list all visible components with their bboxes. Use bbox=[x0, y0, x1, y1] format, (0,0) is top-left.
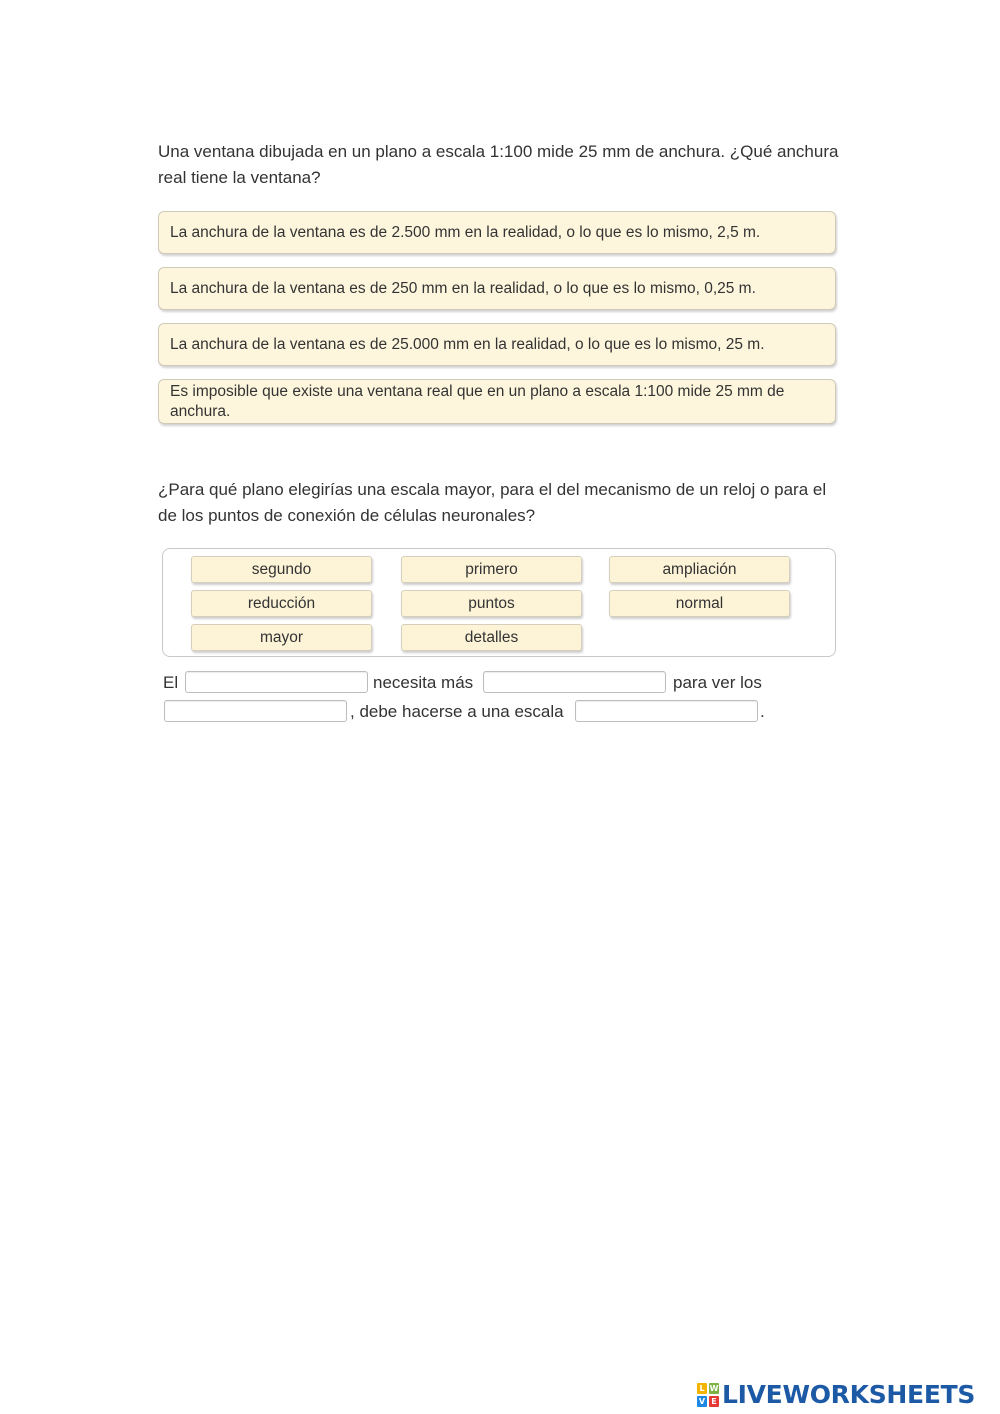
word-chip-normal[interactable]: normal bbox=[609, 590, 790, 617]
answer-option-2[interactable]: La anchura de la ventana es de 250 mm en la realidad, o lo que es lo mismo, 0,25 m. bbox=[158, 267, 836, 310]
blank-input-1[interactable] bbox=[185, 671, 368, 693]
word-chip-reduccion[interactable]: reducción bbox=[191, 590, 372, 617]
sentence-text-necesita-mas: necesita más bbox=[373, 673, 474, 692]
question-1-text: Una ventana dibujada en un plano a escala 1:100 mide 25 mm de anchura. ¿Qué anchura real tiene la ventana? bbox=[158, 142, 839, 187]
liveworksheets-logo bbox=[697, 1382, 975, 1408]
answer-option-1[interactable]: La anchura de la ventana es de 2.500 mm en la realidad, o lo que es lo mismo, 2,5 m. bbox=[158, 211, 836, 254]
sentence-text-para-ver-los: para ver los bbox=[673, 673, 762, 692]
word-bank bbox=[162, 548, 836, 657]
word-chip-segundo[interactable]: segundo bbox=[191, 556, 372, 583]
question-2-text: ¿Para qué plano elegirías una escala mayor, para el del mecanismo de un reloj o para el de los puntos de conexión de células neuronales? bbox=[158, 480, 827, 525]
sentence-text-debe-hacerse: , debe hacerse a una escala bbox=[350, 702, 564, 721]
logo-text: LIVEWORKSHEETS bbox=[722, 1380, 976, 1409]
word-chip-detalles[interactable]: detalles bbox=[401, 624, 582, 651]
word-chip-puntos[interactable]: puntos bbox=[401, 590, 582, 617]
blank-input-3[interactable] bbox=[164, 700, 347, 722]
blank-input-2[interactable] bbox=[483, 671, 666, 693]
word-chip-ampliacion[interactable]: ampliación bbox=[609, 556, 790, 583]
sentence-period: . bbox=[760, 702, 765, 721]
word-chip-primero[interactable]: primero bbox=[401, 556, 582, 583]
answer-option-3[interactable]: La anchura de la ventana es de 25.000 mm en la realidad, o lo que es lo mismo, 25 m. bbox=[158, 323, 836, 366]
logo-mark-icon: L W V E bbox=[698, 1384, 719, 1406]
blank-input-4[interactable] bbox=[575, 700, 758, 722]
word-chip-mayor[interactable]: mayor bbox=[191, 624, 372, 651]
answer-option-4[interactable]: Es imposible que existe una ventana real que en un plano a escala 1:100 mide 25 mm de anchura. bbox=[158, 379, 836, 424]
sentence-text-el: El bbox=[163, 673, 179, 692]
